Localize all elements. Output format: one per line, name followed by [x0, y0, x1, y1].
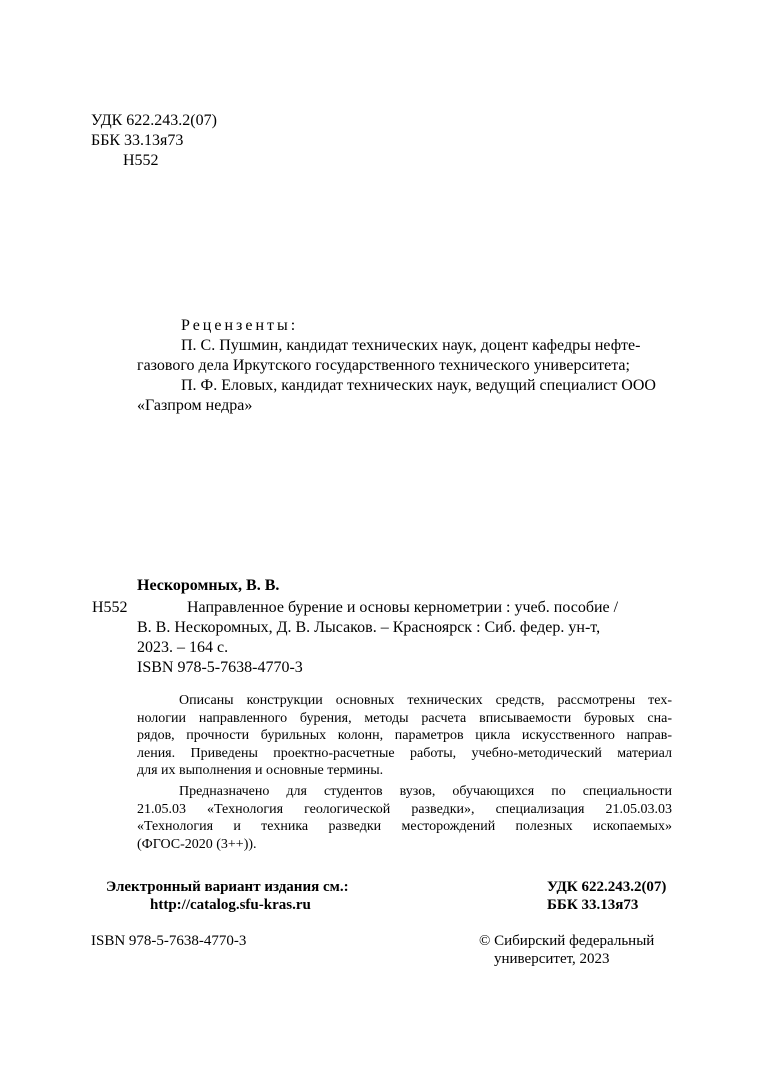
udk-code: УДК 622.243.2(07): [91, 112, 217, 129]
bbk-code: ББК 33.13я73: [91, 132, 184, 149]
catalog-isbn: ISBN 978-5-7638-4770-3: [137, 659, 303, 676]
footer-isbn: ISBN 978-5-7638-4770-3: [91, 933, 247, 949]
copyright-line-1: © Сибирский федеральный: [479, 933, 655, 949]
electronic-version-label: Электронный вариант издания см.:: [106, 879, 349, 895]
annotation-p2-line-3: «Технология и техника разведки месторождений полезных ископаемых»: [137, 819, 672, 834]
annotation-p1-line-1: Описаны конструкции основных технических средств, рассмотрены тех-: [179, 693, 672, 708]
catalog-title-line: Направленное бурение и основы кернометрии : учеб. пособие /: [187, 599, 619, 616]
annotation-p1-line-5: для их выполнения и основные термины.: [137, 763, 384, 778]
reviewer-1-line-2: газового дела Иркутского государственного технического университета;: [137, 357, 630, 374]
annotation-p2-line-2: 21.05.03 «Технология геологической разведки», специализация 21.05.03.03: [137, 801, 672, 817]
catalog-year-line: 2023. – 164 с.: [137, 639, 229, 656]
copyright-line-2: университет, 2023: [494, 951, 610, 967]
catalog-url[interactable]: http://catalog.sfu-kras.ru: [150, 897, 311, 913]
annotation-p1-line-2: нологии направленного бурения, методы расчета вписываемости буровых сна-: [137, 710, 672, 726]
bbk-code-bottom: ББК 33.13я73: [547, 897, 639, 913]
reviewer-2-line-2: «Газпром недра»: [137, 397, 253, 414]
annotation-p1-line-3: рядов, прочности бурильных колонн, параметров цикла искусственного направ-: [137, 728, 672, 743]
reviewer-1-line-1: П. С. Пушмин, кандидат технических наук, доцент кафедры нефте-: [181, 337, 641, 354]
annotation-p2-line-4: (ФГОС-2020 (3++)).: [137, 836, 257, 852]
author-mark: Н552: [123, 152, 159, 169]
reviewers-heading: Рецензенты:: [181, 317, 299, 334]
udk-code-bottom: УДК 622.243.2(07): [547, 879, 667, 895]
annotation-p1-line-4: ления. Приведены проектно-расчетные работы, учебно-методический материал: [137, 745, 672, 761]
catalog-mark: Н552: [92, 599, 128, 616]
annotation-p2-line-1: Предназначено для студентов вузов, обучающихся по специальности: [179, 784, 672, 799]
catalog-authors-line: В. В. Нескоромных, Д. В. Лысаков. – Красноярск : Сиб. федер. ун-т,: [137, 619, 601, 636]
reviewer-2-line-1: П. Ф. Еловых, кандидат технических наук, ведущий специалист ООО: [181, 377, 656, 394]
catalog-author: Нескоромных, В. В.: [137, 577, 280, 594]
